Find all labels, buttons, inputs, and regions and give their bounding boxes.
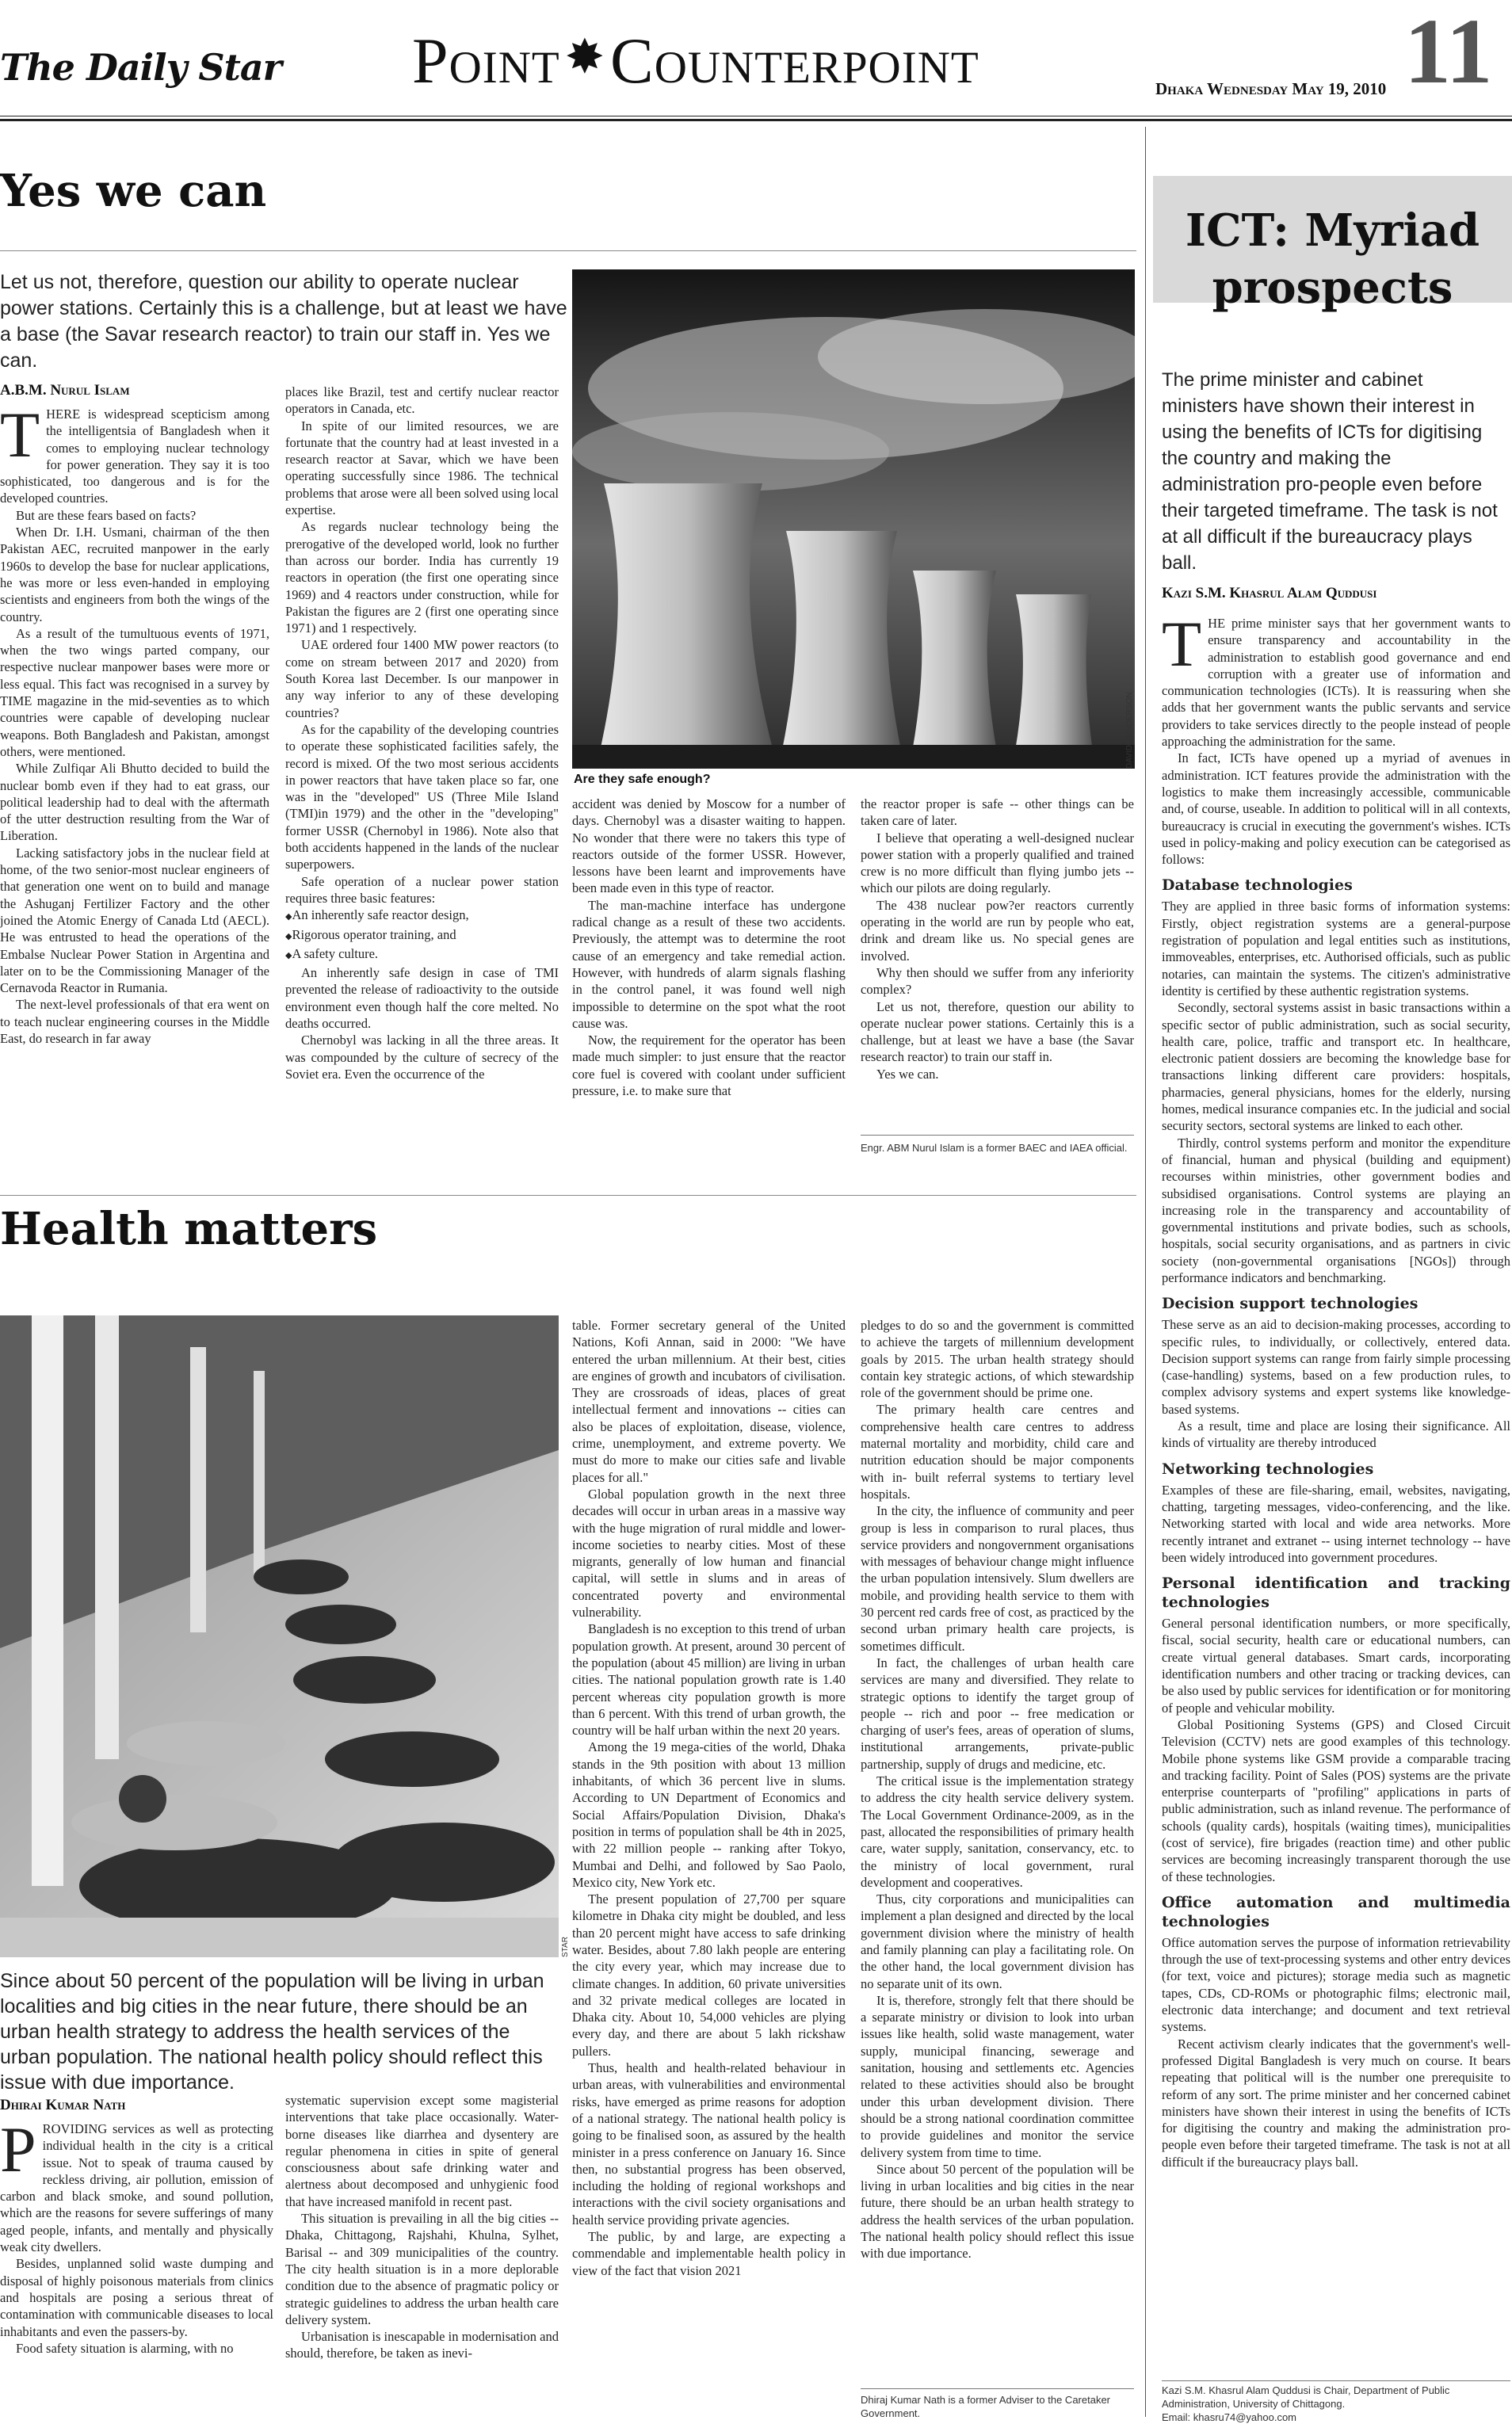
section-title — [412, 24, 979, 98]
sidebar-divider — [1145, 127, 1146, 2417]
photo-caption: Are they safe enough? — [574, 773, 711, 786]
article1-col3: accident was denied by Moscow for a number of days. Chernobyl was a disaster waiting to happen. No wonder that there were no takers this type of reactors outside of the former USSR. However, lessons have been learnt and improvements have been made even in this type of reactor. The man-machine interface has undergone radical change as a result of these two accidents. Previously, the attempt was to determine the root cause of an emergency and take remedial action. However, with hundreds of alarm signals flashing in the control panel, it was found well nigh impossible to determine on the spot what the root cause was. Now, the requirement for the operator has been made much simpler: to just ensure that the reactor core fuel is covered with coolant under sufficient pressure, i.e. to make sure that — [572, 796, 846, 1099]
article2-intro: Since about 50 percent of the population will be living in urban localities and big cities in the near future, there should be an urban health strategy to address the health services of the urban population. The national health policy should reflect this issue with due importance. — [0, 1970, 544, 2094]
article1-byline: A.B.M. Nurul Islam — [0, 382, 130, 399]
section-point: Point — [412, 25, 560, 97]
section-heading: Office automation and multimedia technologies — [1162, 1893, 1510, 1930]
newspaper-logo: The Daily Star — [0, 46, 281, 89]
article3-author-note: Kazi S.M. Khasrul Alam Quddusi is Chair, Department of Public Administration, University of Chittagong. Email: khasru74@yahoo.com — [1162, 2384, 1450, 2423]
drop-cap: T — [0, 406, 40, 471]
article2-headline: Health matters — [0, 1203, 378, 1255]
article1-intro: Let us not, therefore, question our ability to operate nuclear power stations. Certainly this is a challenge, but at least we have a base (the Savar research reactor) to train our staff in. Yes we can. — [0, 271, 567, 372]
photo-credit-star: STAR — [561, 1937, 570, 1957]
article1-col2: places like Brazil, test and certify nuclear reactor operators in Canada, etc. In spite of our limited resources, we are fortunate that the country had at least invested in a research reactor at Savar, which we have been operating successfully since 1986. The technical problems that arose were all been solved using local expertise. As regards nuclear technology being the prerogative of the developed world, look no further than across our border. India has currently 19 reactors in operation (the first one operating since 1969) and 4 reactors under construction, while for Pakistan the figures are 2 (first one operating since 1971) and 1 respectively. UAE ordered four 1400 MW power reactors (to come on stream between 2017 and 2020) from South Korea last December. Is our manpower in any way inferior to any of these developing countries? As for the capability of the developing countries to operate these sophisticated facilities safely, the record is mixed. Of the two most serious accidents in power reactors that have taken place so far, one was in the "developed" US (Three Mile Island (TMI)in 1979) and the other in the "developing" former USSR (Chernobyl in 1986). Note also that both accidents happened in the lands of the nuclear superpowers. Safe operation of a nuclear power station requires three basic features: ◆ An inherently safe reactor design, ◆ Rigorous operator training, and ◆ A safety culture. An inherently safe design in case of TMI prevented the release of radioactivity to the outside environment even though half the core melted. No deaths occurred. Chernobyl was lacking in all the three areas. It was compounded by the culture of secrecy of the Soviet era. Even the occurrence of the — [285, 384, 559, 1200]
drop-cap: P — [0, 2121, 36, 2185]
drop-cap: T — [1162, 615, 1202, 680]
author-email: Email: khasru74@yahoo.com — [1162, 2411, 1296, 2423]
cooling-towers-photo — [572, 269, 1135, 769]
divider — [861, 1135, 1134, 1136]
article1-col4: the reactor proper is safe -- other things can be taken care of later. I believe that operating a well-designed nuclear power station with a properly qualified and trained crew is no more difficult than flying jumbo jets -- which our pilots are doing regularly. The 438 nuclear pow?er reactors currently operating in the world are run by people who eat, drink and dream like us. No special genes are involved. Why then should we suffer from any inferiority complex? Let us not, therefore, question our ability to operate nuclear power stations. Certainly this is a challenge, but at least we have a base (the Savar research reactor) to train our staff in. Yes we can. — [861, 796, 1134, 1082]
article2-col3: table. Former secretary general of the United Nations, Kofi Annan, said in 2000: "We have entered the urban millennium. At their best, cities are engines of growth and incubators of civilisation. They are crossroads of ideas, places of great intellectual ferment and innovations -- cities can also be places of exploitation, disease, violence, crime, unemployment, and extreme poverty. We must do more to make our cities safe and livable places for all." Global population growth in the next three decades will occur in urban areas in a massive way with the huge migration of rural middle and lower-income societies to nearby cities. Most of these migrants, generally of low human and financial capital, will settle in slums and in areas of concentrated poverty and environmental vulnerability. Bangladesh is no exception to this trend of urban population growth. At present, around 30 percent of the population (about 45 million) are living in urban cities. The national population growth rate is 1.40 percent whereas city population growth is more than 6 percent. With this trend of urban growth, the country will be half urban within the next 20 years. Among the 19 mega-cities of the world, Dhaka stands in the 9th position with about 13 million inhabitants, of which 36 percent live in slums. According to UN Department of Economics and Social Affairs/Population Division, Dhaka's position in terms of population shall be 4th in 2025, with 22 million people -- ranking after Tokyo, Mumbai and Delhi, and followed by Sao Paolo, Mexico city, New York etc. The present population of 27,700 per square kilometre in Dhaka city might be doubled, and less than 20 percent might have access to safe drinking water. Besides, about 7.80 lakh people are entering the city every year, which may increase due to climate changes. In addition, 60 private universities and 32 private medical colleges are located in Dhaka city. About 10, 54,000 vehicles are plying every day, and there are about 5 lakh rickshaw pullers. Thus, health and health-related behaviour in urban areas, with vulnerabilities and environmental risks, have emerged as prime reasons for adoption of a national strategy. The national health policy is going to be finalised soon, as assured by the health minister in a press conference on January 16. Since then, no substantial progress has been observed, including the holding of regional workshops and interactions with the civil society organisations and health service providing private agencies. The public, by and large, are expecting a commendable and implementable health policy in view of the fact that vision 2021 — [572, 1318, 846, 2278]
divider — [0, 1195, 1136, 1196]
article2-col1: P ROVIDING services as well as protecting individual health in the city is a critical issue. Not to speak of trauma caused by reckless driving, air pollution, emission of carbon and black smoke, and sound pollution, which are the reasons for severe sufferings of many aged people, infants, and mentally and physically weak city dwellers. Besides, unplanned solid waste dumping and disposal of highly poisonous materials from clinics and hospitals are posing a serious threat of contamination with communicable diseases to local inhabitants and even the passers-by. Food safety situation is alarming, with no — [0, 2121, 273, 2356]
article2-author-note: Dhiraj Kumar Nath is a former Adviser to the Caretaker Government. — [861, 2394, 1111, 2419]
article3-body: T HE prime minister says that her government wants to ensure transparency and accountability in the administration to establish good governance and end corruption with a greater use of information and communication technologies (ICTs). It is reassuring when she adds that her government wants the public servants and service providers to take services directly to the people instead of people approaching the administration for the same. In fact, ICTs have opened up a myriad of avenues in administration. ICT features provide the administration with the logistics to make them increasingly accessible, communicable and, of course, useable. In addition to political will in all contexts, bureaucracy is crucial in executing the government's wishes. ICTs used in policy-making and policy execution can be categorised as follows: Database technologies They are applied in three basic forms of information systems: Firstly, object registration systems are a general-purpose registration of population and legal entities such as institutions, immoveables, enterprises, etc. Authorised officials, such as public notaries, can maintain the systems. The citizen's administrative identity is certified by these authentic registration systems. Secondly, sectoral systems assist in basic transactions within a specific sector of public administration, such as social security, health care, police, traffic and transport etc. In healthcare, electronic patient dossiers are becoming the knowledge base for transactions linking different care providers: hospitals, pharmacies, general physicians, homes for the elderly, nursing homes, medical insurance companies etc. In the judicial and social security sectors, sectoral systems are linked to each other. Thirdly, control systems perform and monitor the expenditure of financial, human and physical (building and equipment) recourses within ministries, other government bodies and subsidised organisations. Control systems are playing an increasing role in the transparency and accountability of governmental institutions and private bodies, such as schools, hospitals, social security organisations, and as partners in civic society (non-governmental organisations [NGOs]) through performance indicators and benchmarking. Decision support technologies These serve as an aid to decision-making processes, according to specific rules, to individually, or collectively, entered data. Decision support systems can range from fairly simple processing (case-handling) systems, based on a few production rules, to complex advisory systems and expert systems like knowledge-based systems. As a result, time and place are losing their significance. All kinds of virtuality are thereby introduced Networking technologies Examples of these are file-sharing, email, websites, navigating, chatting, targeting messages, video-conferencing, and the like. Networking started with local and wide area networks. More recently intranet and extranet -- using internet technology -- have been widely introduced into government procedures. Personal identification and tracking technologies General personal identification numbers, or more specifically, fiscal, social security, health care or educational numbers, can create virtual general databases. Smart cards, incorporating identification numbers and other tracing or tracking devices, can be also used by public services for identification or for monitoring of people and vehicular mobility. Global Positioning Systems (GPS) and Closed Circuit Television (CCTV) nets are good examples of this technology. Mobile phone systems like GSM provide a comparable tracing and tracking facility. Point of Sales (POS) systems are the private enterprise counterparts of "profiling" applications in parts of public administration, such as inland revenue. The performance of schools (quality cards), hospitals (waiting times), municipalities (cost of service), fire brigades (reaction time) and other public services are becoming increasingly transparent thorough the use of these technologies. Office automation and multimedia technologies Office automation serves the purpose of information retrievability through the use of text-processing systems and other entry devices (for text, voice and pictures); storage media such as magnetic tapes, CDs, CD-ROMs or photographic films; electronic mail, electronic data interchange; and document and text retrieval systems. Recent activism clearly indicates that the government's well-professed Digital Bangladesh is very much on course. It bears repeating that political will is the number one prerequisite to reform of any sort. The prime minister and her concerned cabinet ministers have shown their interest in using the benefits of ICTs for digitising the country and making the administration pro-people even before their targeted timeframe. The task is not at all difficult if the bureaucracy plays ball. — [1162, 615, 1510, 2170]
article2-col4: pledges to do so and the government is committed to achieve the targets of millennium development goals by 2015. The urban health strategy should contain key strategic actions, of which stewardship role of the government should be prime one. The primary health care centres and comprehensive health care centres to address maternal mortality and morbidity, child care and nutrition education should be major components with in- built referral systems to tertiary level hospitals. In the city, the influence of community and peer group is less in comparison to rural places, thus service providers and nongovernment organisations with messages of behaviour change might influence the urban population intensively. Slum dwellers are mobile, and providing health service to them with 30 percent red cards free of cost, as practiced by the second urban primary health care projects, is sometimes difficult. In fact, the challenges of urban health care services are many and diversified. They relate to strategic options to identify the target group of people -- rich and poor -- free medication or charging of user's fees, areas of operation of slums, institutional arrangements, private-public partnership, supply of drugs and medicine, etc. The critical issue is the implementation strategy to address the city health service delivery system. The Local Government Ordinance-2009, as in the past, allocated the responsibilities of primary health care, water supply, sanitation, conservancy, etc. to the ministry of local government, rural development and cooperatives. Thus, city corporations and municipalities can implement a plan designed and directed by the local government division where the ministry of health and family planning can play a facilitating role. On the other hand, the local government division has no separate unit of its own. It is, therefore, strongly felt that there should be a separate ministry or division to look into urban issues like health, solid waste management, water supply, municipal financing, sewerage and sanitation, housing and settlements etc. Agencies related to these activities should also be brought under this urban development division. There should be a strong national coordination committee to provide guidelines and monitor the service delivery system from time to time. Since about 50 percent of the population will be living in urban localities and big cities in the near future, there should be an urban health strategy to address the health services of the urban population. The national health policy should reflect this issue with due importance. — [861, 1318, 1134, 2262]
article3-intro: The prime minister and cabinet ministers have shown their interest in using the benefits of ICTs for digitising the country and making the administration pro-people even before their targeted timeframe. The task is not at all difficult if the bureaucracy plays ball. — [1162, 369, 1498, 574]
page-number: 11 — [1404, 0, 1493, 103]
section-counterpoint: Counterpoint — [610, 25, 979, 97]
bullet-list: ◆ An inherently safe reactor design, ◆ Rigorous operator training, and ◆ A safety culture. — [285, 907, 559, 964]
section-heading: Networking technologies — [1162, 1460, 1374, 1478]
section-heading: Database technologies — [1162, 876, 1353, 895]
article3-headline: ICT: Myriad prospects — [1185, 204, 1480, 314]
star-icon: ✸ — [564, 31, 606, 83]
section-heading: Personal identification and tracking technologies — [1162, 1575, 1510, 1612]
section-heading: Decision support technologies — [1162, 1295, 1418, 1313]
divider — [861, 2388, 1134, 2389]
article1-headline: Yes we can — [0, 165, 267, 217]
article2-byline: Dhirai Kumar Nath — [0, 2097, 126, 2113]
article2-col2: systematic supervision except some magisterial interventions that take place occasionally. Water-borne diseases like diarrhea and dysentery are regular phenomena in cities in spite of general consciousness about safe drinking water and alertness about decomposed and unhygienic food that have increased manifold in recent past. This situation is prevailing in all the big cities -- Dhaka, Chittagong, Rajshahi, Khulna, Sylhet, Barisal -- and 309 municipalities of the country. The city health situation is in a more deplorable condition due to the absence of pragmatic policy or strategic guidelines to address the urban health care delivery system. Urbanisation is inescapable in modernisation and should, therefore, be taken as inevi- — [285, 2093, 559, 2361]
article3-byline: Kazi S.M. Khasrul Alam Quddusi — [1162, 585, 1377, 601]
masthead-rule-thick — [0, 119, 1512, 121]
dateline: Dhaka Wednesday May 19, 2010 — [1155, 79, 1387, 98]
divider — [1162, 2380, 1510, 2381]
photo-credit: DAVID HENDERSON — [1125, 692, 1134, 769]
hospital-corridor-photo — [0, 1315, 559, 1957]
article1-author-note: Engr. ABM Nurul Islam is a former BAEC and IAEA official. — [861, 1142, 1128, 1154]
divider — [0, 250, 1136, 251]
article1-col1: T HERE is widespread scepticism among the intelligentsia of Bangladesh when it comes to employing nuclear technology for power generation. They say it is too sophisticated, too dangerous and is for the developed countries. But are these fears based on facts? When Dr. I.H. Usmani, chairman of the then Pakistan AEC, recruited manpower in the early 1960s to develop the base for nuclear applications, he was more or less even-handed in employing scientists and engineers from both the wings of the country. As a result of the tumultuous events of 1971, when the two wings parted company, our respective nuclear manpower bases were more or less equal. This fact was recognised in a survey by TIME magazine in the mid-seventies as to which countries were capable of developing nuclear weapons. Both Bangladesh and Pakistan, amongst others, were mentioned. While Zulfiqar Ali Bhutto decided to build the nuclear bomb even if they had to eat grass, our political leadership had to deal with the aftermath of the utter destruction resulting from the War of Liberation. Lacking satisfactory jobs in the nuclear field at home, of the two senior-most nuclear engineers of that generation one went on to build and manage the Ashuganj Fertilizer Factory and the other joined the Atomic Energy of Canada Ltd (AECL). He was entrusted to head the operations of the Embalse Nuclear Power Station in Argentina and later on to be the Commissioning Manager of the Cernavoda Reactor in Rumania. The next-level professionals of that era went on to teach nuclear engineering courses in the Middle East, do research in far away — [0, 406, 269, 1046]
